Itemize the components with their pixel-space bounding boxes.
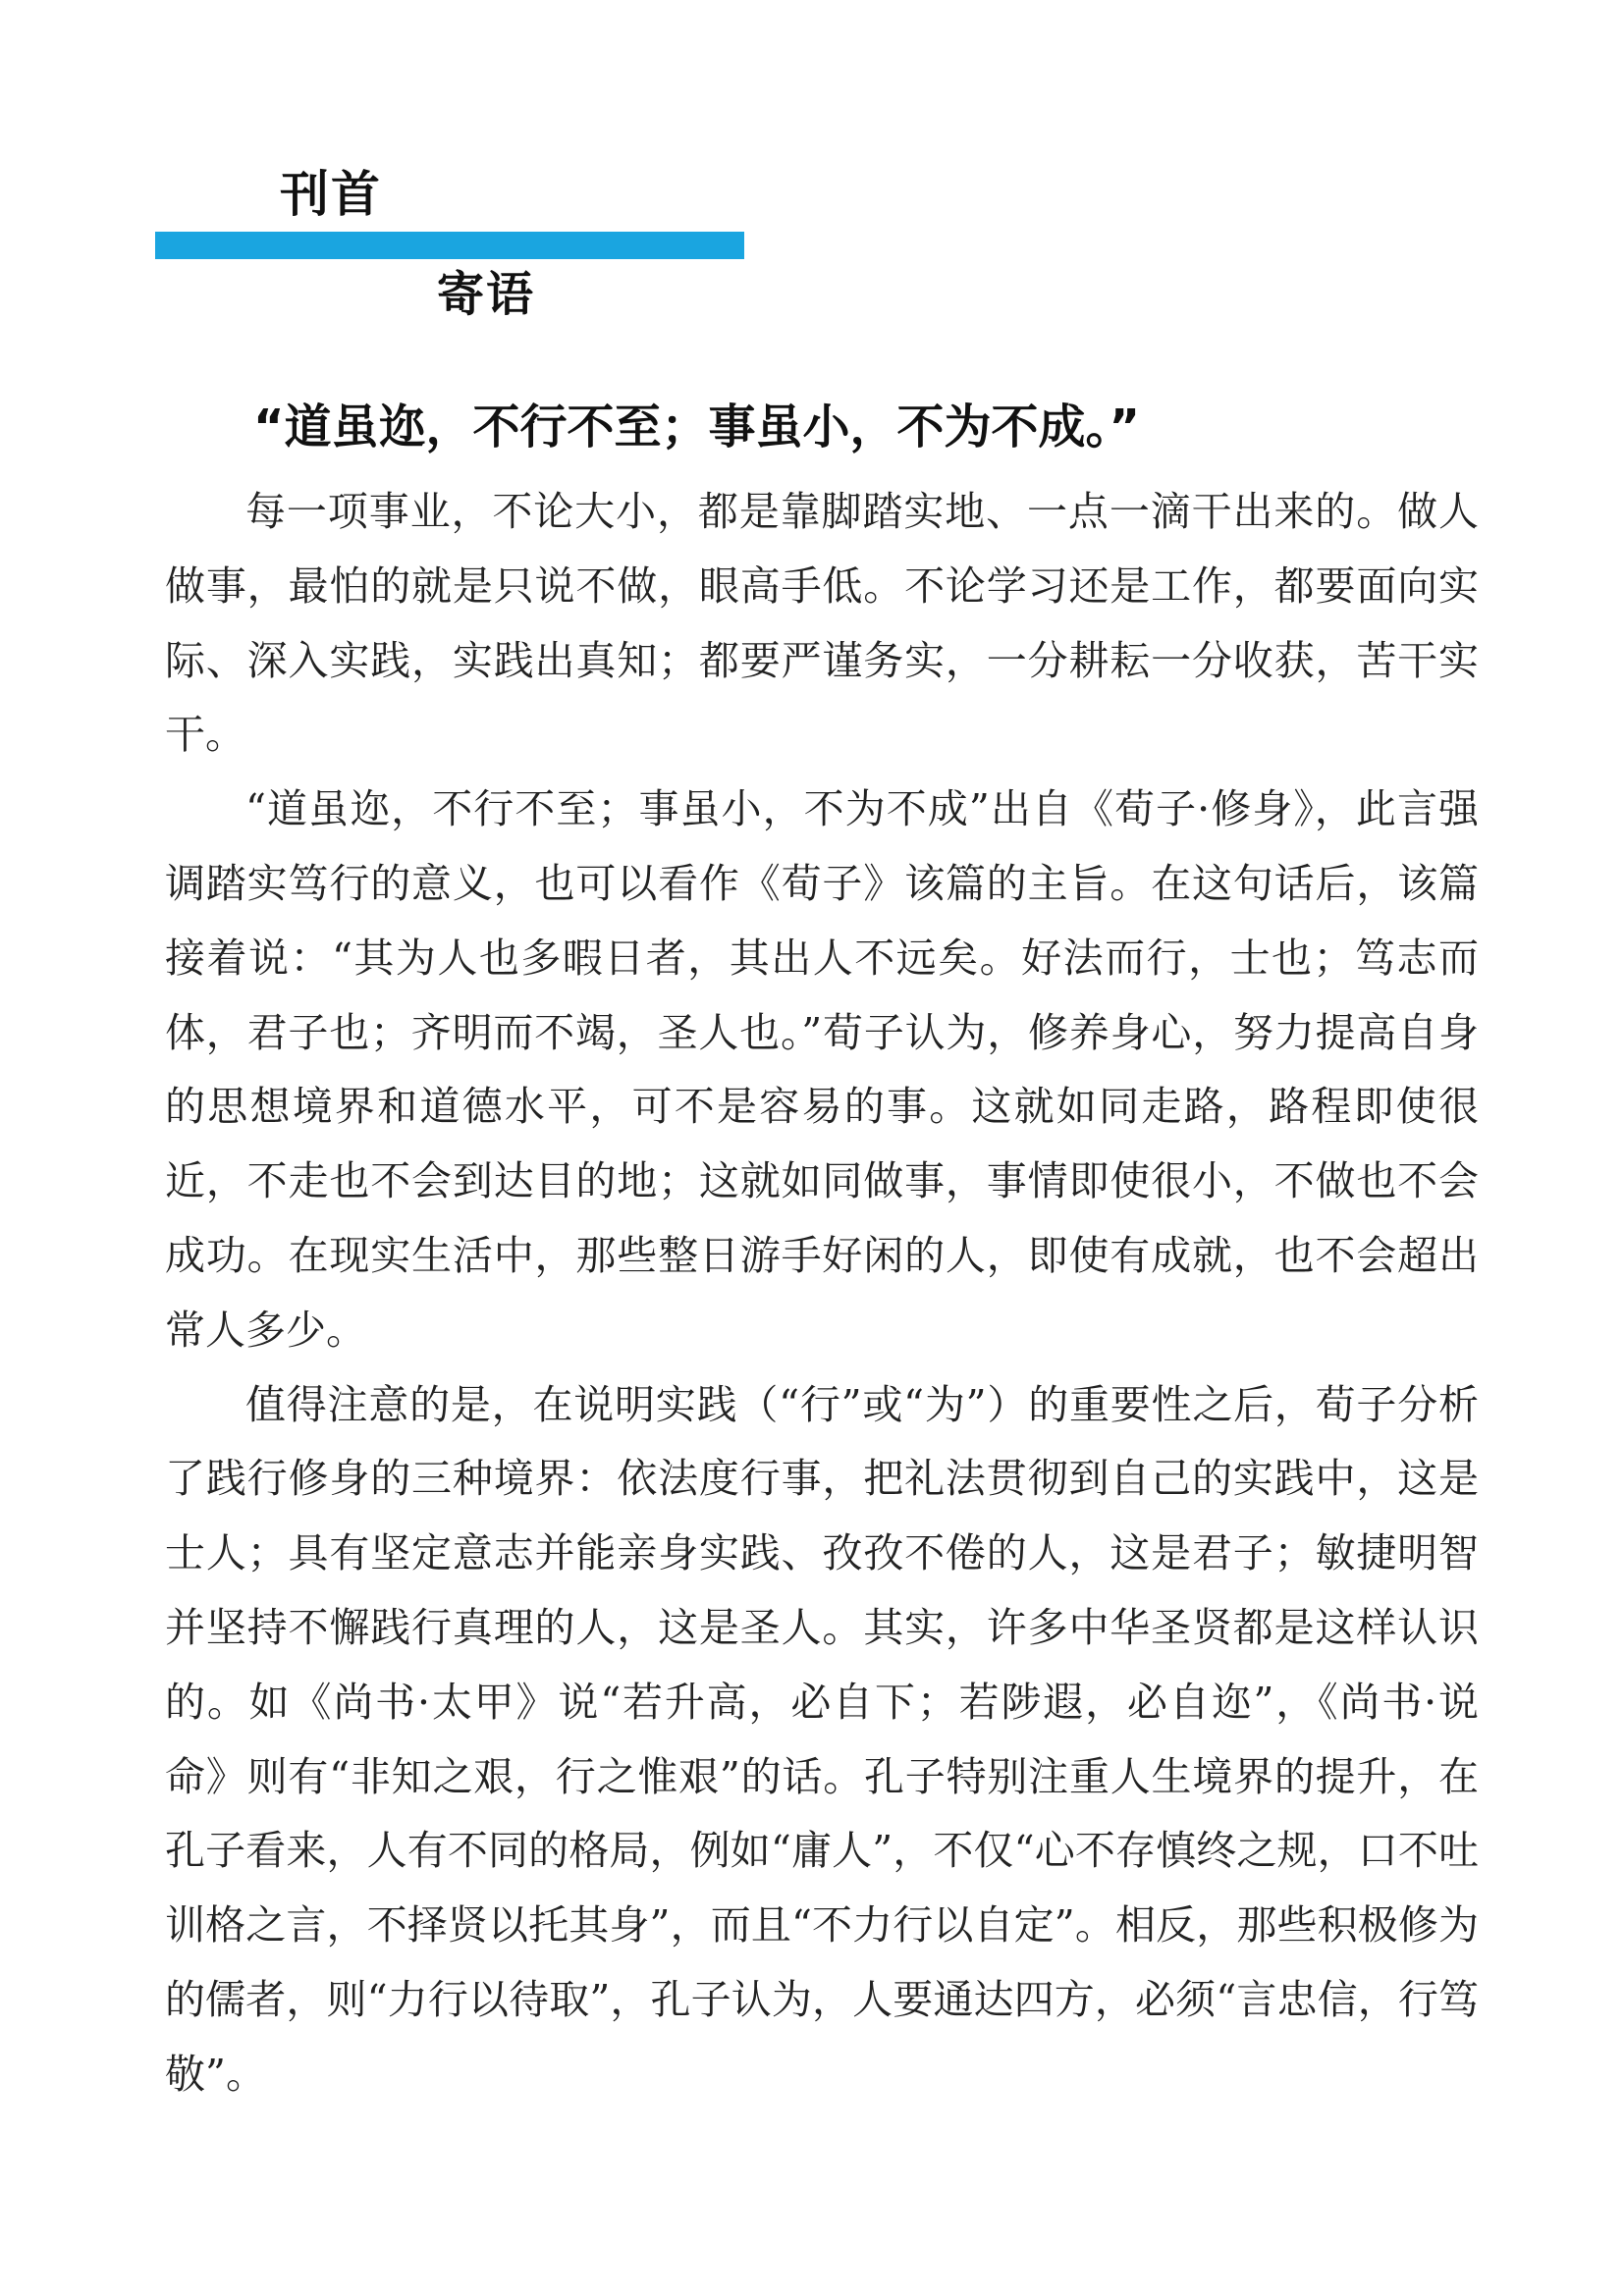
- accent-bar: [155, 232, 744, 259]
- article-headline: “道虽迩，不行不至；事虽小，不为不成。”: [253, 400, 1141, 454]
- article-body: [165, 475, 1479, 2112]
- column-title: 寄语: [437, 267, 536, 322]
- article-paragraph-1: 每一项事业，不论大小，都是靠脚踏实地、一点一滴干出来的。做人做事，最怕的就是只说不做，眼高手低。不论学习还是工作，都要面向实际、深入实践，实践出真知；都要严谨务实，一分耕耘一分收获，苦干实干。: [165, 488, 1479, 759]
- article-paragraph-2: “道虽迩，不行不至；事虽小，不为不成”出自《荀子·修身》，此言强调踏实笃行的意义，也可以看作《荀子》该篇的主旨。在这句话后，该篇接着说：“其为人也多暇日者，其出人不远矣。好法而行，士也；笃志而体，君子也；齐明而不竭，圣人也。”荀子认为，修养身心，努力提高自身的思想境界和道德水平，可不是容易的事。这就如同走路，路程即使很近，不走也不会到达目的地；这就如同做事，事情即使很小，不做也不会成功。在现实生活中，那些整日游手好闲的人，即使有成就，也不会超出常人多少。: [165, 785, 1479, 1354]
- section-label: 刊首: [280, 166, 382, 223]
- article-paragraph-3: 值得注意的是，在说明实践（“行”或“为”）的重要性之后，荀子分析了践行修身的三种境界：依法度行事，把礼法贯彻到自己的实践中，这是士人；具有坚定意志并能亲身实践、孜孜不倦的人，这是君子；敏捷明智并坚持不懈践行真理的人，这是圣人。其实，许多中华圣贤都是这样认识的。如《尚书·太甲》说“若升高，必自下；若陟遐，必自迩”，《尚书·说命》则有“非知之艰，行之惟艰”的话。孔子特别注重人生境界的提升，在孔子看来，人有不同的格局，例如“庸人”，不仅“心不存慎终之规，口不吐训格之言，不择贤以托其身”，而且“不力行以自定”。相反，那些积极修为的儒者，则“力行以待取”，孔子认为，人要通达四方，必须“言忠信，行笃敬”。: [165, 1380, 1479, 2098]
